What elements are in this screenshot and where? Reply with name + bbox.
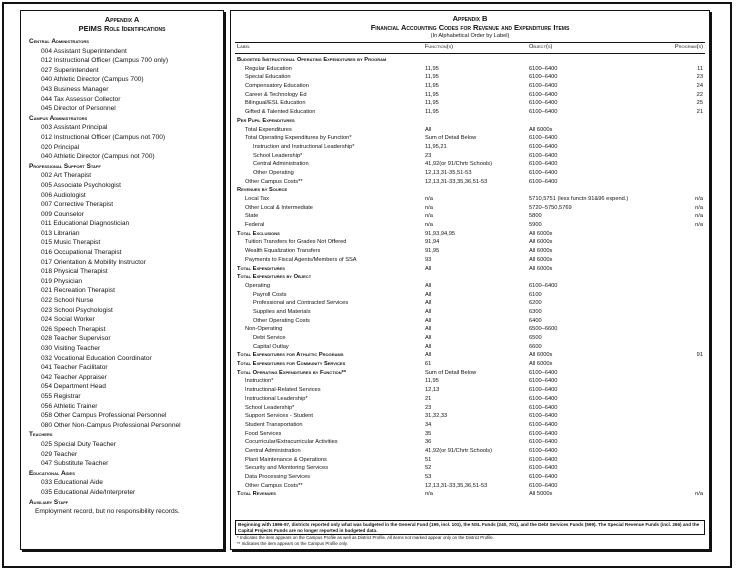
row-function: 12,13,31-33,35,36,51-53 (425, 482, 488, 489)
row-function: 23 (425, 152, 432, 159)
role-item: 024 Social Worker (41, 316, 95, 324)
row-object: 6400 (529, 317, 542, 324)
row-function: 36 (425, 439, 432, 446)
footer (235, 520, 705, 546)
table-row (235, 160, 705, 169)
role-item: 013 Librarian (41, 229, 80, 237)
table-row (235, 482, 705, 491)
table-row (235, 265, 705, 274)
table-row (235, 65, 705, 74)
table-row (235, 195, 705, 204)
role-item: 025 Special Duty Teacher (41, 440, 117, 448)
row-object: 6100–6400 (529, 65, 558, 72)
role-item: 055 Registrar (41, 392, 81, 400)
table-row (235, 273, 705, 282)
row-label: Total Expenditures (237, 265, 285, 272)
table-row (235, 317, 705, 326)
row-program: n/a (695, 222, 703, 229)
row-label: Federal (245, 222, 265, 229)
role-item: 022 School Nurse (41, 297, 94, 305)
footer-note-box: Beginning with 1996-97, districts reported only what was budgeted in the General Fund (199, incl. 101), the NSL Funds (240, 701), and the Debt Services Funds (599). The Special Revenue Funds (incl. 266) and the Capital Projects Funds are no longer reported in budgeted data. (235, 520, 705, 535)
footnote-campus-district: * Indicates the item appears on the Campus Profile as well as District Profile. All items not marked appear only on the District Profile. (237, 535, 494, 541)
row-object: 6100–6400 (529, 91, 558, 98)
row-function: 34 (425, 421, 432, 428)
row-label: Compensatory Education (245, 83, 309, 90)
table-header (235, 42, 705, 54)
row-program: n/a (695, 213, 703, 220)
role-item: 080 Other Non-Campus Professional Personnel (41, 421, 181, 429)
row-object: All 6000s (529, 361, 553, 368)
row-object: 6100–6400 (529, 387, 558, 394)
row-label: Total Operating Expenditures by Function* (245, 135, 352, 142)
row-function: 11,95,21 (425, 143, 447, 150)
row-object: 6100–6400 (529, 161, 558, 168)
row-program: n/a (695, 491, 703, 498)
table-row (235, 256, 705, 265)
role-item: 033 Educational Aide (41, 479, 103, 487)
role-item: 035 Educational Aide/Interpreter (41, 488, 136, 496)
role-item: 029 Teacher (41, 450, 78, 458)
row-label: Cocurricular/Extracurricular Activities (245, 439, 338, 446)
role-item: 019 Physician (41, 277, 83, 285)
row-function: 11,95 (425, 378, 439, 385)
role-item: 023 School Psychologist (41, 306, 113, 314)
row-function: 12,13,31-35,51-53 (425, 169, 472, 176)
table-row (235, 438, 705, 447)
order-note: (In Alphabetical Order by Label) (430, 33, 510, 39)
table-row (235, 430, 705, 439)
row-label: Total Expenditures for Community Services (237, 361, 346, 368)
row-label: Other Operating (253, 169, 294, 176)
row-program: 11 (697, 65, 703, 72)
row-function: All (425, 343, 432, 350)
row-label: Food Services (245, 430, 282, 437)
table-row (235, 282, 705, 291)
role-item: 016 Occupational Therapist (41, 249, 122, 257)
table-row (235, 230, 705, 239)
row-label: Other Campus Costs** (245, 482, 303, 489)
row-label: Other Operating Costs (253, 317, 310, 324)
section-heading: Campus Administrators (29, 114, 88, 122)
row-label: Student Transportation (245, 421, 303, 428)
row-object: All 6000s (529, 239, 553, 246)
row-function: 11,95 (425, 100, 439, 107)
row-object: 6100–6400 (529, 152, 558, 159)
table-row (235, 308, 705, 317)
row-program: 22 (696, 91, 703, 98)
table-row (235, 360, 705, 369)
row-object: 5710,5751 (less functn 91&96 expend.) (529, 196, 629, 202)
appendix-b-panel (230, 10, 710, 550)
row-label: Supplies and Materials (253, 308, 311, 315)
role-item: 007 Corrective Therapist (41, 201, 114, 209)
row-function: n/a (425, 491, 433, 498)
row-object: 6100–6400 (529, 430, 558, 437)
role-item: 027 Superintendent (41, 66, 99, 74)
row-function: 41,92(or 91/Chrtr Schools) (425, 447, 493, 454)
table-row (235, 247, 705, 256)
row-function: All (425, 291, 432, 298)
row-object: 6100–6400 (529, 456, 558, 463)
table-row (235, 334, 705, 343)
row-program: 25 (696, 100, 703, 107)
section-heading: Central Administrators (29, 38, 89, 45)
row-label: Career & Technology Ed (245, 91, 307, 98)
row-program: 21 (696, 109, 703, 116)
row-function: 11,95 (425, 109, 439, 116)
section-heading: Teachers (29, 431, 53, 439)
row-function: 91,95 (425, 248, 440, 255)
row-object: 6100–6400 (529, 135, 558, 142)
role-item: 045 Director of Personnel (41, 105, 116, 113)
row-object: 6100–6400 (529, 482, 558, 489)
table-row (235, 221, 705, 230)
appendix-a-subtitle: PEIMS Role Identifications (78, 24, 166, 33)
row-object: 6100–6400 (529, 74, 558, 81)
row-label: Other Local & Intermediate (245, 204, 313, 211)
row-object: All 6000s (529, 126, 553, 133)
table-row (235, 134, 705, 143)
row-label: Gifted & Talented Education (245, 109, 316, 116)
row-label: Total Expenditures for Athletic Programs (237, 352, 344, 359)
row-function: 61 (425, 361, 432, 368)
row-function: 12,13 (425, 387, 440, 394)
row-object: 5900 (529, 222, 542, 229)
role-item: 043 Business Manager (41, 85, 109, 93)
table-row (235, 404, 705, 413)
role-item: 005 Associate Psychologist (41, 181, 121, 189)
role-item: 009 Counselor (41, 210, 84, 218)
row-label: Total Expenditures (245, 126, 292, 133)
appendix-a-title: Appendix A (104, 15, 140, 24)
role-item: 021 Recreation Therapist (41, 287, 115, 295)
code-table (235, 56, 705, 499)
table-row (235, 325, 705, 334)
table-row (235, 99, 705, 108)
row-label: Support Services - Student (245, 413, 313, 420)
table-row (235, 343, 705, 352)
row-object: 6300 (529, 308, 542, 315)
row-program: 91 (696, 352, 703, 359)
role-item: 040 Athletic Director (Campus not 700) (41, 153, 155, 161)
role-item: 041 Teacher Facilitator (41, 364, 108, 372)
section-heading: Professional Support Staff (29, 162, 101, 170)
row-label: Payments to Fiscal Agents/Members of SSA (245, 256, 357, 263)
row-function: 41,92(or 91/Chrtr Schools) (425, 161, 493, 168)
row-object: 6100–6400 (529, 282, 558, 289)
row-function: All (425, 282, 432, 289)
table-row (235, 447, 705, 456)
row-function: 35 (425, 430, 432, 437)
row-object: 6600 (529, 343, 542, 350)
table-row (235, 291, 705, 300)
row-object: 6500 (529, 335, 542, 341)
row-function: All (425, 265, 432, 272)
row-program: n/a (695, 196, 703, 202)
row-label: Instructional Leadership* (245, 395, 308, 402)
appendix-b-subtitle: Financial Accounting Codes for Revenue and Expenditure Items (370, 22, 570, 32)
section-heading: Educational Aides (29, 469, 75, 477)
row-function: All (425, 317, 432, 324)
column-header-function: Function(s) (425, 44, 454, 50)
row-function: Sum of Detail Below (425, 369, 477, 376)
row-label: Capital Outlay (253, 343, 289, 350)
row-label: School Leadership* (245, 404, 295, 411)
table-row (235, 299, 705, 308)
row-label: Regular Education (245, 65, 292, 72)
table-row (235, 169, 705, 178)
row-label: Bilingual/ESL Education (245, 100, 306, 107)
row-label: Instruction* (245, 378, 274, 385)
row-function: All (425, 352, 432, 359)
row-object: 6200 (529, 300, 542, 307)
row-function: 11,95 (425, 91, 439, 98)
row-function: 51 (425, 456, 432, 463)
table-row (235, 369, 705, 378)
appendix-b-title: Appendix B (452, 14, 488, 23)
row-object: 6100–6400 (529, 143, 558, 150)
row-label: State (245, 213, 259, 220)
row-label: Total Exclusions (237, 230, 280, 237)
row-function: 31,32,33 (425, 413, 448, 420)
row-object: All 6000s (529, 256, 553, 263)
row-object: 6100–6400 (529, 465, 558, 472)
table-row (235, 377, 705, 386)
table-row (235, 395, 705, 404)
table-row (235, 73, 705, 82)
row-program: 24 (696, 83, 703, 90)
row-label: Budgeted Instructional Operating Expenditures by Program (237, 57, 387, 63)
row-label: Data Processing Services (245, 474, 311, 480)
row-object: 6100 (529, 291, 542, 298)
row-function: n/a (425, 196, 433, 202)
row-label: Operating (245, 282, 270, 289)
role-item: 006 Audiologist (41, 191, 86, 199)
table-row (235, 152, 705, 161)
row-label: Central Administration (253, 161, 309, 168)
row-label: Special Education (245, 74, 291, 81)
role-item: 047 Substitute Teacher (41, 460, 109, 468)
row-function: Sum of Detail Below (425, 135, 477, 142)
row-object: 6100–6400 (529, 169, 558, 176)
role-item: 032 Vocational Education Coordinator (41, 354, 152, 362)
row-label: Per Pupil Expenditures (237, 117, 295, 124)
row-object: All 5000s (529, 491, 553, 498)
row-function: 12,13,31-33,35,36,51-53 (425, 178, 488, 185)
table-row (235, 412, 705, 421)
table-row (235, 212, 705, 221)
table-row (235, 143, 705, 152)
row-label: School Leadership* (253, 152, 303, 159)
role-item: 012 Instructional Officer (Campus not 700) (41, 133, 166, 141)
table-row (235, 421, 705, 430)
row-label: Total Revenues (237, 491, 276, 498)
row-object: 6100–6400 (529, 413, 558, 420)
row-object: 6100–6400 (529, 83, 558, 90)
table-row (235, 238, 705, 247)
table-row (235, 91, 705, 100)
row-label: Payroll Costs (253, 291, 287, 298)
role-item: 017 Orientation & Mobility Instructor (41, 258, 146, 266)
row-label: Non-Operating (245, 326, 283, 333)
column-header-object: Object(s) (529, 44, 553, 50)
footnote-campus-only: ** Indicates the item appears on the Campus Profile only. (237, 540, 348, 546)
row-object: 6100–6400 (529, 474, 558, 480)
role-item: 026 Speech Therapist (41, 325, 106, 333)
row-label: Revenues by Source (237, 187, 288, 194)
role-item: 044 Tax Assessor Collector (41, 95, 121, 103)
row-function: n/a (425, 222, 433, 229)
table-row (235, 56, 705, 65)
role-item: 002 Art Therapist (41, 172, 92, 180)
row-program: n/a (695, 204, 703, 211)
row-object: 6100–6400 (529, 439, 558, 446)
row-object: All 6000s (529, 265, 553, 272)
role-item: 028 Teacher Supervisor (41, 335, 111, 343)
row-program: 23 (696, 74, 703, 81)
row-label: Instruction and Instructional Leadership* (253, 143, 355, 150)
table-row (235, 108, 705, 117)
table-row (235, 464, 705, 473)
role-item: 015 Music Therapist (41, 239, 101, 247)
row-object: 5800 (529, 213, 542, 220)
table-row (235, 82, 705, 91)
row-function: 93 (425, 256, 432, 263)
row-label: Tuition Transfers for Grades Not Offered (245, 239, 347, 246)
table-row (235, 351, 705, 360)
row-function: All (425, 308, 432, 315)
row-object: 6100–6400 (529, 395, 558, 402)
table-row (235, 117, 705, 126)
row-object: 6100–6400 (529, 109, 558, 116)
row-function: n/a (425, 213, 433, 220)
row-label: Other Campus Costs** (245, 178, 303, 185)
row-label: Total Operating Expenditures by Function** (237, 369, 347, 376)
table-row (235, 386, 705, 395)
role-item: 030 Visiting Teacher (41, 345, 101, 352)
row-object: All 6000s (529, 230, 553, 237)
role-list (21, 37, 223, 517)
row-object: All 6000s (529, 248, 553, 255)
role-item: 056 Athletic Trainer (41, 402, 98, 410)
row-label: Debt Service (253, 335, 286, 341)
row-function: 53 (425, 474, 432, 480)
role-item: 003 Assistant Principal (41, 124, 108, 132)
row-function: All (425, 326, 432, 333)
row-function: 91,93,94,95 (425, 230, 456, 237)
role-item: 058 Other Campus Professional Personnel (41, 412, 167, 420)
row-function: 11,95 (425, 74, 439, 81)
row-label: Local Tax (245, 196, 269, 202)
row-label: Security and Monitoring Services (245, 465, 329, 472)
table-row (235, 456, 705, 465)
row-label: Instructional-Related Services (245, 387, 321, 394)
column-header-program: Program(s) (674, 44, 703, 50)
row-function: All (425, 335, 432, 341)
row-object: 6100–6400 (529, 404, 558, 411)
role-item: 004 Assistant Superintendent (41, 47, 127, 55)
row-function: 21 (425, 395, 432, 402)
row-function: All (425, 300, 432, 307)
role-item: 040 Athletic Director (Campus 700) (41, 76, 144, 84)
row-object: 6100–6400 (529, 369, 558, 376)
role-item: 018 Physical Therapist (41, 268, 108, 276)
table-row (235, 186, 705, 195)
row-function: 52 (425, 465, 432, 472)
row-label: Central Administration (245, 447, 301, 454)
section-note: Employment record, but no responsibility records. (35, 508, 180, 516)
row-object: 6500–6600 (529, 326, 558, 333)
row-object: 6100–6400 (529, 421, 558, 428)
role-item: 054 Department Head (41, 383, 106, 391)
row-label: Professional and Contracted Services (253, 300, 349, 307)
row-function: 11,95 (425, 83, 439, 90)
table-row (235, 178, 705, 187)
row-function: 23 (425, 404, 432, 411)
row-function: n/a (425, 204, 433, 211)
row-object: All 6000s (529, 352, 553, 359)
row-object: 5720–5750,5769 (529, 204, 572, 211)
role-item: 011 Educational Diagnostician (41, 220, 130, 228)
column-header-label: Label (237, 44, 251, 50)
table-row (235, 490, 705, 499)
row-label: Wealth Equalization Transfers (245, 248, 321, 255)
table-row (235, 204, 705, 213)
role-item: 020 Principal (41, 143, 80, 151)
role-item: 042 Teacher Appraiser (41, 373, 107, 381)
role-item: 012 Instructional Officer (Campus 700 only) (41, 57, 169, 65)
row-function: All (425, 126, 432, 133)
table-row (235, 126, 705, 135)
row-label: Plant Maintenance & Operations (245, 456, 327, 463)
row-object: 6100–6400 (529, 100, 558, 107)
row-function: 91,94 (425, 239, 440, 246)
row-object: 6100–6400 (529, 447, 558, 454)
appendix-a-panel (20, 10, 224, 550)
row-object: 6100–6400 (529, 378, 558, 385)
section-heading: Auxiliary Staff (29, 498, 69, 506)
row-function: 11,95 (425, 65, 439, 72)
table-row (235, 473, 705, 482)
row-label: Total Expenditures by Object (237, 274, 312, 281)
row-object: 6100–6400 (529, 178, 558, 185)
